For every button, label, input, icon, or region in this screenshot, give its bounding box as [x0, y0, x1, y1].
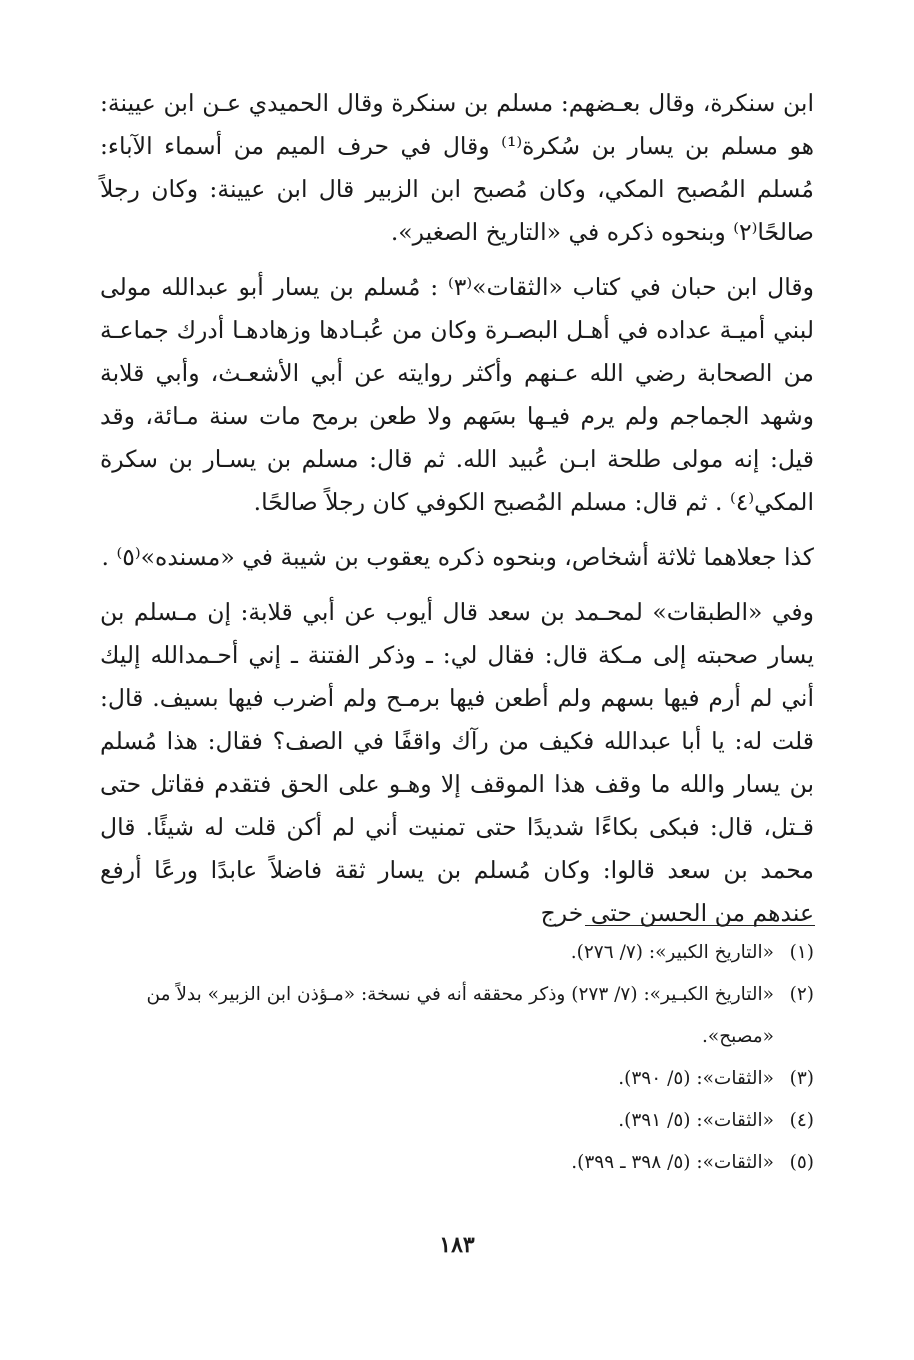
main-text: [100, 82, 814, 935]
footnote-4: [100, 1100, 814, 1142]
footnote-3: [100, 1058, 814, 1100]
footnote-text: «الثقات»: (٥/ ٣٩٨ ـ ٣٩٩).: [571, 1152, 774, 1173]
footnote-number: (٤): [789, 1110, 814, 1131]
paragraph-1: ابن سنكرة، وقال بعـضهم: مسلم بن سنكرة وقال الحميدي عـن ابن عيينة: هو مسلم بن يسار بن سُكرة⁽¹⁾ وقال في حرف الميم من أسماء الآباء: مُسلم المُصبح المكي، وكان مُصبح ابن الزبير قال ابن عيينة: وكان رجلاً صالحًا⁽٢⁾ وبنحوه ذكره في «التاريخ الصغير».: [100, 89, 814, 246]
footnote-number: (٥): [789, 1152, 814, 1173]
footnote-text: «التاريخ الكبير»: (٧/ ٢٧٦).: [570, 942, 774, 963]
footnote-5: [100, 1142, 814, 1184]
paragraph-2: وقال ابن حبان في كتاب «الثقات»⁽٣⁾ : مُسلم بن يسار أبو عبدالله مولى لبني أميـة عداده في أهـل البصـرة وكان من عُبـادها وزهادهـا أدرك جماعـة من الصحابة رضي الله عـنهم وأكثر روايته عن أبي الأشعـث، وأبي قلابة وشهد الجماجم ولم يرم فيـها بسَهم ولا طعن برمح مات سنة مـائة، وقد قيل: إنه مولى طلحة ابـن عُبيد الله. ثم قال: مسلم بن يسـار بن سكرة المكي⁽٤⁾ . ثم قال: مسلم المُصبح الكوفي كان رجلاً صالحًا.: [100, 273, 814, 516]
footnote-number: (٢): [789, 984, 814, 1005]
footnote-text: «الثقات»: (٥/ ٣٩٠).: [618, 1068, 774, 1089]
footnote-number: (١): [789, 942, 814, 963]
footnotes: [100, 932, 814, 1184]
footnote-2: [100, 974, 814, 1058]
paragraph-4: وفي «الطبقات» لمحـمد بن سعد قال أيوب عن أبي قلابة: إن مـسلم بن يسار صحبته إلى مـكة قال: فقال لي: ـ وذكر الفتنة ـ إني أحـمدالله إليك أني لم أرم فيها بسهم ولم أطعن فيها برمـح ولم أضرب فيها بسيف. قال: قلت له: يا أبا عبدالله فكيف من رآك واقفًا في الصف؟ فقال: هذا مُسلم بن يسار والله ما وقف هذا الموقف إلا وهـو على الحق فتقدم فقاتل حتى قـتل، قال: فبكى بكاءًا شديدًا حتى تمنيت أني لم أكن قلت له شيئًا. قال محمد بن سعد قالوا: وكان مُسلم بن يسار ثقة فاضلاً عابدًا ورعًا أرفع عندهم من الحسن حتى خرج: [100, 598, 814, 927]
footnote-separator: [585, 925, 815, 926]
footnote-1: [100, 932, 814, 974]
page-number: ١٨٣: [439, 1232, 475, 1258]
paragraph-3: كذا جعلاهما ثلاثة أشخاص، وبنحوه ذكره يعقوب بن شيبة في «مسنده»⁽٥⁾ .: [101, 543, 814, 571]
footnote-text: «الثقات»: (٥/ ٣٩١).: [618, 1110, 774, 1131]
footnote-text: «التاريخ الكبـير»: (٧/ ٢٧٣) وذكر محققه أنه في نسخة: «مـؤذن ابن الزبير» بدلاً من «مصبح».: [146, 984, 774, 1047]
footnote-number: (٣): [789, 1068, 814, 1089]
